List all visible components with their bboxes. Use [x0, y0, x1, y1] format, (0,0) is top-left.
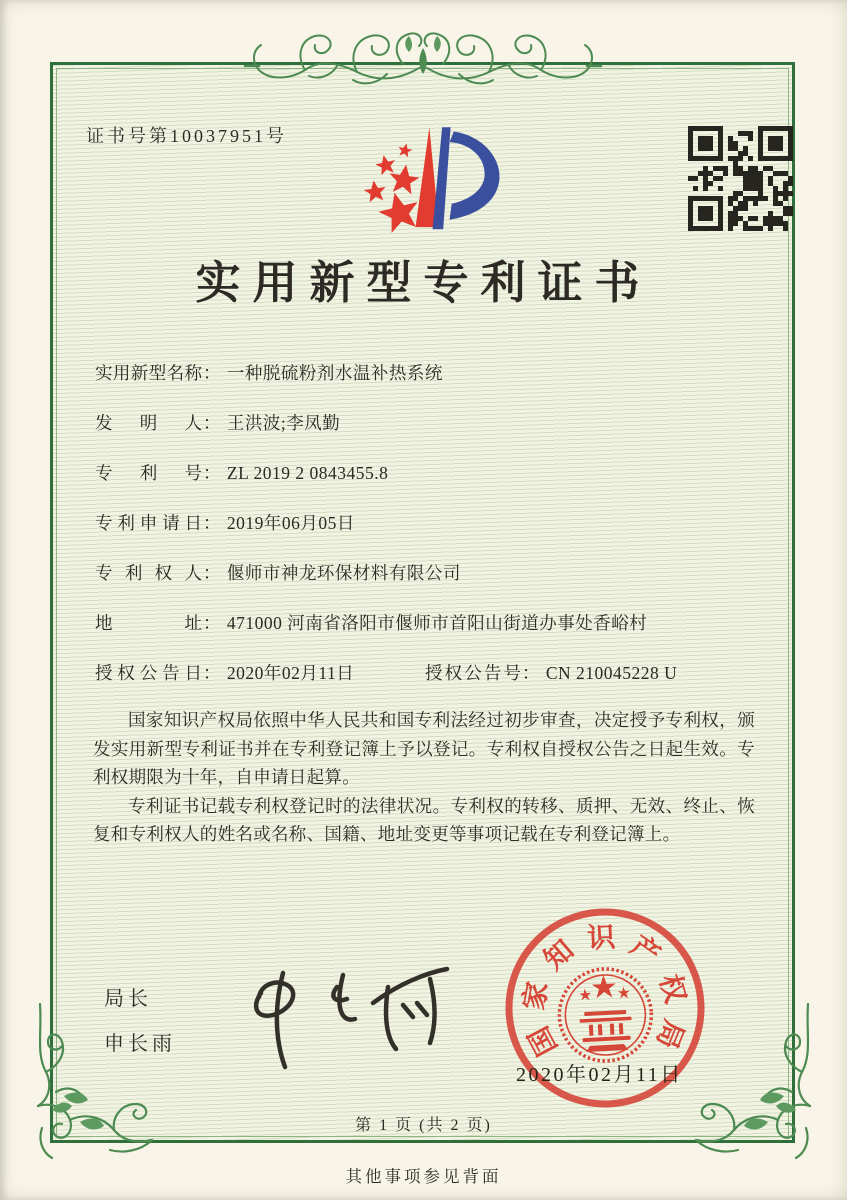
- svg-text:家: 家: [518, 979, 555, 1013]
- field-row-patentee: [95, 560, 765, 610]
- field-value: 2020年02月11日: [226, 663, 355, 683]
- svg-text:国: 国: [523, 1020, 564, 1061]
- legal-paragraph-2: 专利证书记载专利权登记时的法律状况。专利权的转移、质押、无效、终止、恢复和专利权人的姓名或名称、国籍、地址变更等事项记载在专利登记簿上。: [93, 795, 755, 844]
- border-ornament-top-icon: [243, 24, 603, 104]
- field-label: 授权公告号: [425, 663, 521, 683]
- field-row-filing-date: [95, 510, 765, 560]
- legal-text-section: [93, 706, 755, 849]
- field-value: 2019年06月05日: [226, 513, 355, 533]
- svg-text:权: 权: [653, 971, 691, 1007]
- field-value: 一种脱硫粉剂水温补热系统: [226, 363, 443, 383]
- field-colon: ：: [203, 563, 221, 583]
- cnipa-logo-icon: [338, 110, 508, 238]
- field-label: 授权公告日: [95, 663, 202, 683]
- back-side-note: 其他事项参见背面: [345, 1167, 502, 1186]
- field-row-grant: [95, 660, 765, 710]
- field-label: 专利号: [95, 463, 202, 483]
- field-value: 王洪波;李凤勤: [226, 413, 341, 433]
- field-value: 471000 河南省洛阳市偃师市首阳山街道办事处香峪村: [226, 613, 648, 633]
- director-signature-icon: [225, 945, 465, 1075]
- field-colon: ：: [203, 663, 221, 683]
- director-name-label: 申长雨: [104, 1033, 176, 1055]
- field-row-address: [95, 610, 765, 660]
- field-row-name: [95, 360, 765, 410]
- director-title-label: 局长: [104, 988, 152, 1010]
- fields-section: [95, 360, 765, 710]
- field-colon: ：: [203, 513, 221, 533]
- logo-blue-p: [433, 127, 500, 229]
- field-label: 专利权人: [95, 563, 202, 583]
- field-colon: ：: [203, 613, 221, 633]
- director-block: [104, 982, 176, 1072]
- field-row-inventor: [95, 410, 765, 460]
- logo-stars: [363, 142, 424, 235]
- field-value: 偃师市神龙环保材料有限公司: [226, 563, 461, 583]
- legal-paragraph-1: 国家知识产权局依照中华人民共和国专利法经过初步审查，决定授予专利权，颁发实用新型专利证书并在专利登记簿上予以登记。专利权自授权公告之日起生效。专利权期限为十年，自申请日起算。: [93, 710, 755, 787]
- field-colon: ：: [203, 463, 221, 483]
- field-value: ZL 2019 2 0843455.8: [226, 463, 389, 483]
- field-colon: ：: [203, 413, 221, 433]
- field-label: 实用新型名称: [95, 363, 202, 383]
- svg-text:局: 局: [649, 1015, 690, 1053]
- seal-date: 2020年02月11日: [516, 1064, 683, 1086]
- field-colon: ：: [203, 363, 221, 383]
- certificate-title: 实用新型专利证书: [195, 258, 652, 308]
- field-label: 发明人: [95, 413, 202, 433]
- field-label: 地址: [95, 613, 202, 633]
- page-number: 第 1 页 (共 2 页): [355, 1117, 492, 1134]
- field-row-patent-no: [95, 460, 765, 510]
- national-emblem: [557, 967, 654, 1064]
- qr-code: [688, 126, 793, 231]
- grant-number-pair: [425, 660, 677, 685]
- svg-text:识: 识: [586, 922, 617, 955]
- svg-text:知: 知: [538, 934, 581, 977]
- svg-text:产: 产: [624, 930, 666, 972]
- certificate-number: 证书号第10037951号: [86, 126, 287, 146]
- field-label: 专利申请日: [95, 513, 202, 533]
- field-value: CN 210045228 U: [545, 663, 678, 683]
- field-colon: ：: [522, 663, 540, 683]
